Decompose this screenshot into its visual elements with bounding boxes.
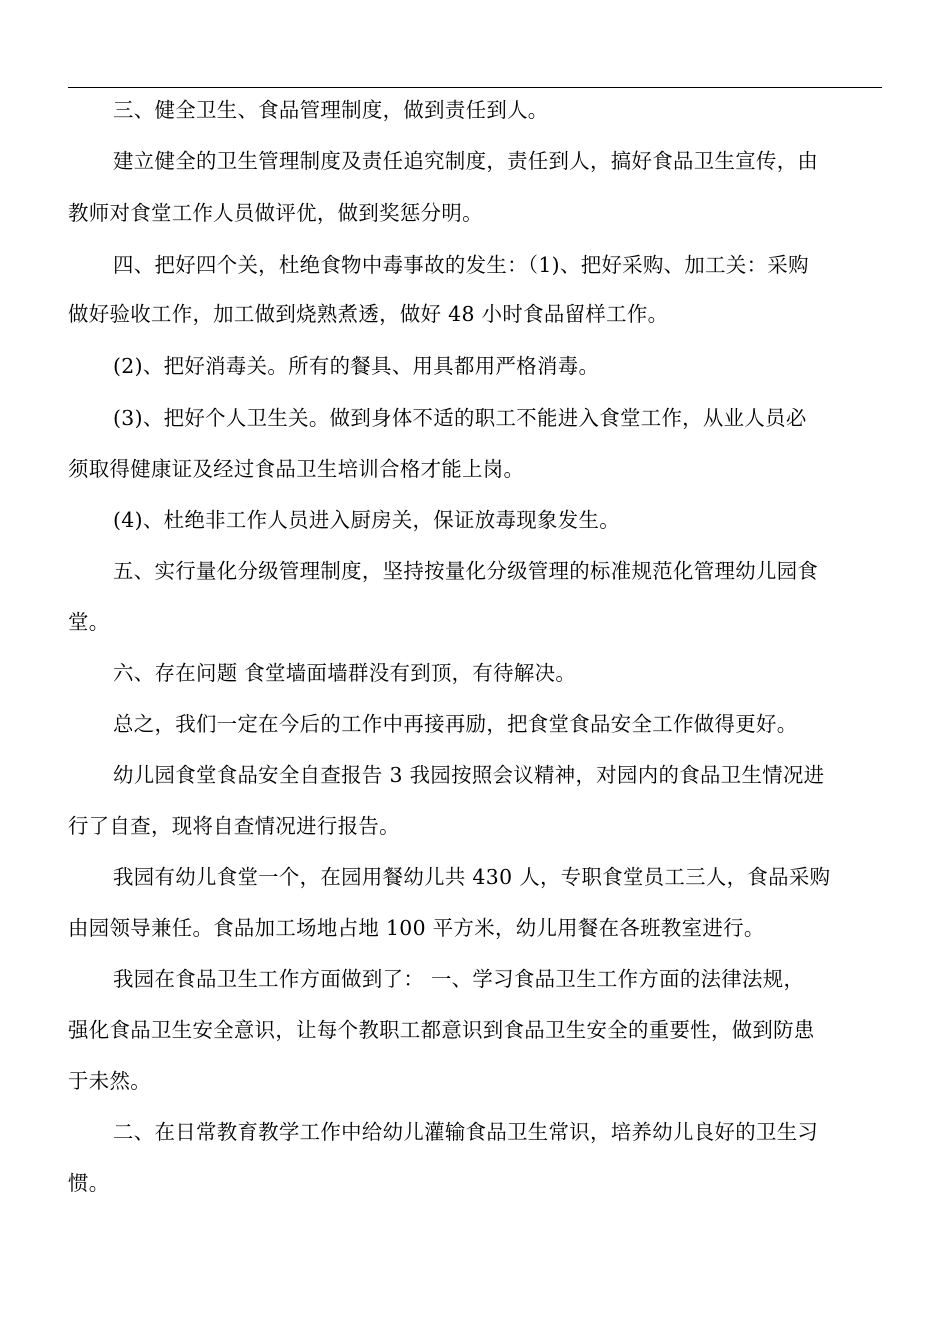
text-line: 三、健全卫生、食品管理制度，做到责任到人。: [113, 98, 549, 122]
text-line: (4)、杜绝非工作人员进入厨房关，保证放毒现象发生。: [113, 508, 620, 532]
text-line: 堂。: [68, 610, 110, 634]
header-rule: [68, 87, 882, 88]
text-line: 四、把好四个关，杜绝食物中毒事故的发生：（1)、把好采购、加工关：采购: [113, 253, 809, 277]
text-line: 做好验收工作，加工做到烧熟煮透，做好 48 小时食品留样工作。: [68, 302, 669, 326]
text-line: (3)、把好个人卫生关。做到身体不适的职工不能进入食堂工作，从业人员必: [113, 406, 807, 430]
text-line: 幼儿园食堂食品安全自查报告 3 我园按照会议精神，对园内的食品卫生情况进: [113, 763, 825, 787]
text-line: 行了自查，现将自查情况进行报告。: [68, 814, 400, 838]
text-line: 强化食品卫生安全意识，让每个教职工都意识到食品卫生安全的重要性，做到防患: [68, 1018, 815, 1042]
text-line: (2)、把好消毒关。所有的餐具、用具都用严格消毒。: [113, 354, 600, 378]
text-line: 我园在食品卫生工作方面做到了： 一、学习食品卫生工作方面的法律法规，: [113, 967, 805, 991]
text-line: 教师对食堂工作人员做评优，做到奖惩分明。: [68, 201, 483, 225]
text-line: 建立健全的卫生管理制度及责任追究制度，责任到人，搞好食品卫生宣传，由: [113, 149, 819, 173]
text-line: 五、实行量化分级管理制度，坚持按量化分级管理的标准规范化管理幼儿园食: [113, 559, 819, 583]
text-line: 须取得健康证及经过食品卫生培训合格才能上岗。: [68, 457, 525, 481]
text-line: 由园领导兼任。食品加工场地占地 100 平方米，幼儿用餐在各班教室进行。: [68, 916, 765, 940]
text-line: 总之，我们一定在今后的工作中再接再励，把食堂食品安全工作做得更好。: [113, 712, 798, 736]
text-line: 六、存在问题 食堂墙面墙群没有到顶，有待解决。: [113, 661, 577, 685]
text-line: 于未然。: [68, 1069, 151, 1093]
text-line: 惯。: [68, 1171, 110, 1195]
text-line: 我园有幼儿食堂一个，在园用餐幼儿共 430 人，专职食堂员工三人，食品采购: [113, 865, 831, 889]
text-line: 二、在日常教育教学工作中给幼儿灌输食品卫生常识，培养幼儿良好的卫生习: [113, 1120, 819, 1144]
